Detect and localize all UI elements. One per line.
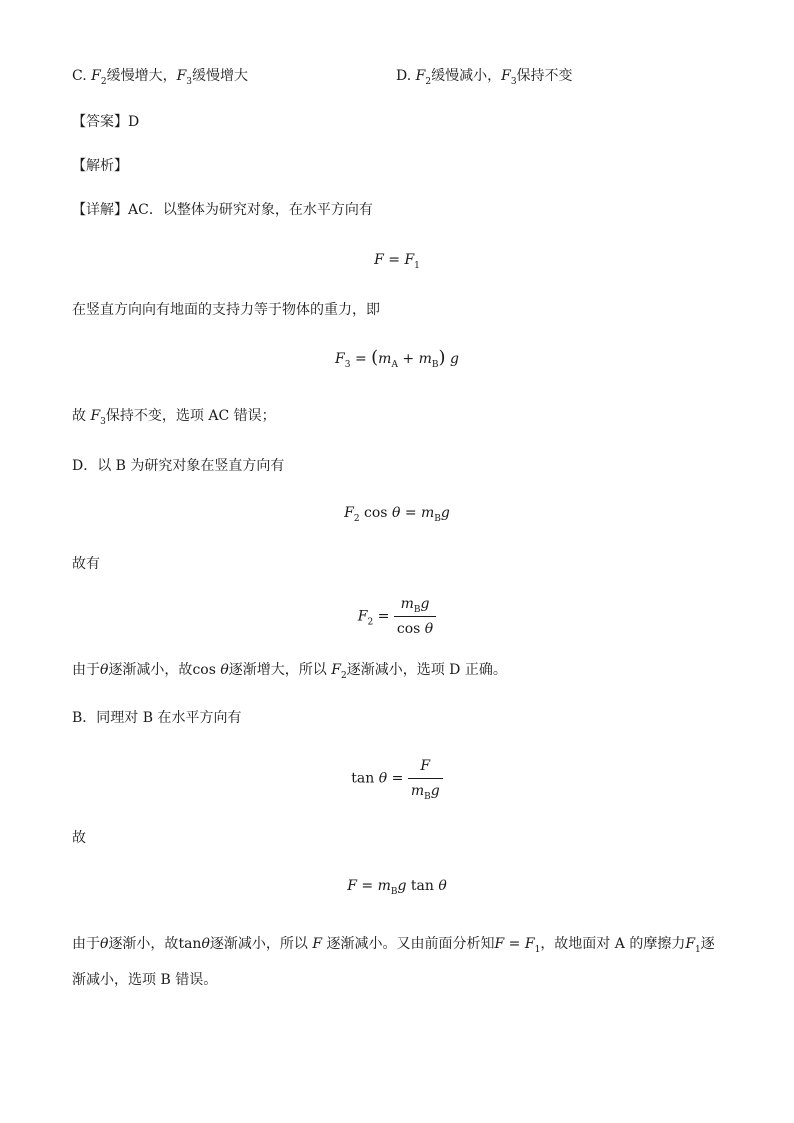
conclusion-ac	[72, 406, 276, 426]
tan-func: tan	[178, 936, 202, 952]
option-text: 缓慢增大，	[106, 68, 177, 84]
text: 逐渐小，故	[108, 936, 179, 952]
text: 逐渐增大，所以	[228, 662, 327, 678]
cos-func: cos	[396, 621, 421, 637]
right-paren: )	[438, 347, 446, 368]
var-f: F	[176, 68, 187, 84]
var-m: m	[378, 351, 392, 367]
var-theta: θ	[378, 770, 388, 787]
var-theta: θ	[438, 878, 447, 894]
var-m: m	[421, 505, 435, 521]
var-g: g	[430, 783, 440, 799]
var-theta: θ	[100, 662, 109, 678]
option-d-letter: D.	[396, 68, 416, 84]
guyou-text: 故有	[72, 556, 100, 572]
numerator	[408, 756, 443, 779]
denominator	[394, 617, 436, 639]
text: ，故地面对 A 的摩擦力	[540, 936, 686, 952]
option-c	[72, 66, 248, 86]
var-f: F	[494, 936, 505, 952]
subscript: 1	[695, 944, 701, 955]
detail-label: 【详解】	[72, 202, 128, 218]
fraction	[408, 756, 443, 801]
equals-sign: =	[400, 505, 422, 521]
var-theta: θ	[424, 621, 434, 637]
equals-sign: =	[356, 878, 378, 894]
subscript: B	[413, 604, 421, 615]
text: 保持不变，选项 AC 错误；	[105, 408, 276, 424]
var-f: F	[501, 68, 511, 84]
subscript: 2	[367, 617, 374, 628]
formula-2	[0, 348, 794, 369]
subscript: 3	[100, 416, 106, 427]
b-conclusion-line-2: 渐减小，选项 B 错误。	[72, 972, 218, 988]
d-intro: D．以 B 为研究对象在竖直方向有	[72, 458, 285, 474]
text: 逐	[700, 936, 715, 952]
text: 逐渐减小，所以	[209, 936, 308, 952]
equals-sign: =	[383, 252, 405, 268]
analysis-label: 【解析】	[72, 158, 128, 174]
subscript: 2	[100, 76, 107, 87]
var-f: F	[347, 878, 357, 894]
var-m: m	[410, 783, 425, 799]
var-f: F	[374, 252, 384, 268]
formula-6	[0, 876, 794, 896]
tan-func: tan	[351, 770, 375, 787]
option-text: 缓慢增大	[192, 68, 249, 84]
var-f: F	[331, 662, 341, 678]
var-theta: θ	[220, 662, 229, 678]
numerator	[394, 594, 436, 617]
left-paren: (	[371, 347, 379, 368]
subscript: B	[424, 791, 431, 802]
answer-label: 【答案】	[72, 114, 128, 130]
var-g: g	[397, 878, 407, 894]
subscript: 1	[414, 260, 420, 271]
option-text: 保持不变	[516, 68, 573, 84]
var-f: F	[524, 936, 535, 952]
equals-sign: =	[504, 936, 525, 952]
cos-func: cos	[192, 662, 216, 678]
text: 由于	[72, 662, 100, 678]
subscript: 2	[340, 670, 347, 681]
equals-sign: =	[387, 770, 408, 787]
detail-line	[72, 200, 373, 220]
tan-func: tan	[410, 878, 434, 894]
subscript: 2	[425, 76, 432, 87]
var-f: F	[344, 505, 354, 521]
subscript: 3	[344, 359, 351, 370]
var-g: g	[449, 351, 459, 367]
b-intro: B．同理对 B 在水平方向有	[72, 710, 242, 726]
text: 由于	[72, 936, 100, 952]
var-theta: θ	[201, 936, 210, 952]
text: 逐渐减小，故	[108, 662, 193, 678]
option-text: 缓慢减小，	[431, 68, 502, 84]
subscript: 1	[534, 944, 541, 955]
var-f: F	[685, 936, 696, 952]
subscript: 2	[353, 513, 360, 524]
subscript: 3	[186, 76, 193, 87]
var-f: F	[415, 68, 426, 84]
subscript: B	[434, 513, 441, 524]
option-c-letter: C.	[72, 68, 92, 84]
gu-text: 故	[72, 830, 86, 846]
formula-5	[0, 756, 794, 801]
text: 逐渐减小，选项 D 正确。	[346, 662, 507, 678]
var-f: F	[91, 68, 101, 84]
answer-line	[72, 112, 139, 132]
var-f: F	[404, 252, 415, 268]
subscript: B	[431, 359, 439, 370]
formula-3	[0, 503, 794, 523]
var-f: F	[357, 608, 368, 625]
text: 逐渐减小。又由前面分析知	[326, 936, 495, 952]
denominator	[408, 779, 443, 801]
formula-1	[0, 250, 794, 270]
plus-sign: +	[397, 351, 419, 367]
var-theta: θ	[100, 936, 109, 952]
subscript: A	[391, 359, 398, 370]
formula-4	[0, 594, 794, 639]
subscript: B	[390, 886, 398, 897]
fraction	[394, 594, 436, 639]
subscript: 3	[510, 76, 517, 87]
equals-sign: =	[350, 351, 372, 367]
var-theta: θ	[391, 505, 401, 521]
equals-sign: =	[373, 608, 394, 625]
answer-value: D	[128, 114, 140, 130]
vertical-text: 在竖直方向向有地面的支持力等于物体的重力，即	[72, 302, 380, 318]
var-f: F	[312, 936, 323, 952]
var-m: m	[400, 596, 414, 612]
var-m: m	[377, 878, 391, 894]
var-g: g	[440, 505, 450, 521]
d-conclusion	[72, 660, 507, 680]
var-f: F	[90, 408, 101, 424]
var-g: g	[420, 596, 430, 612]
var-f: F	[335, 351, 345, 367]
text: 故	[72, 408, 86, 424]
detail-text: AC．以整体为研究对象，在水平方向有	[128, 202, 373, 218]
var-f: F	[420, 758, 431, 774]
cos-func: cos	[364, 505, 388, 521]
option-d	[396, 66, 573, 86]
var-m: m	[418, 351, 432, 367]
b-conclusion-line-1	[72, 934, 715, 954]
